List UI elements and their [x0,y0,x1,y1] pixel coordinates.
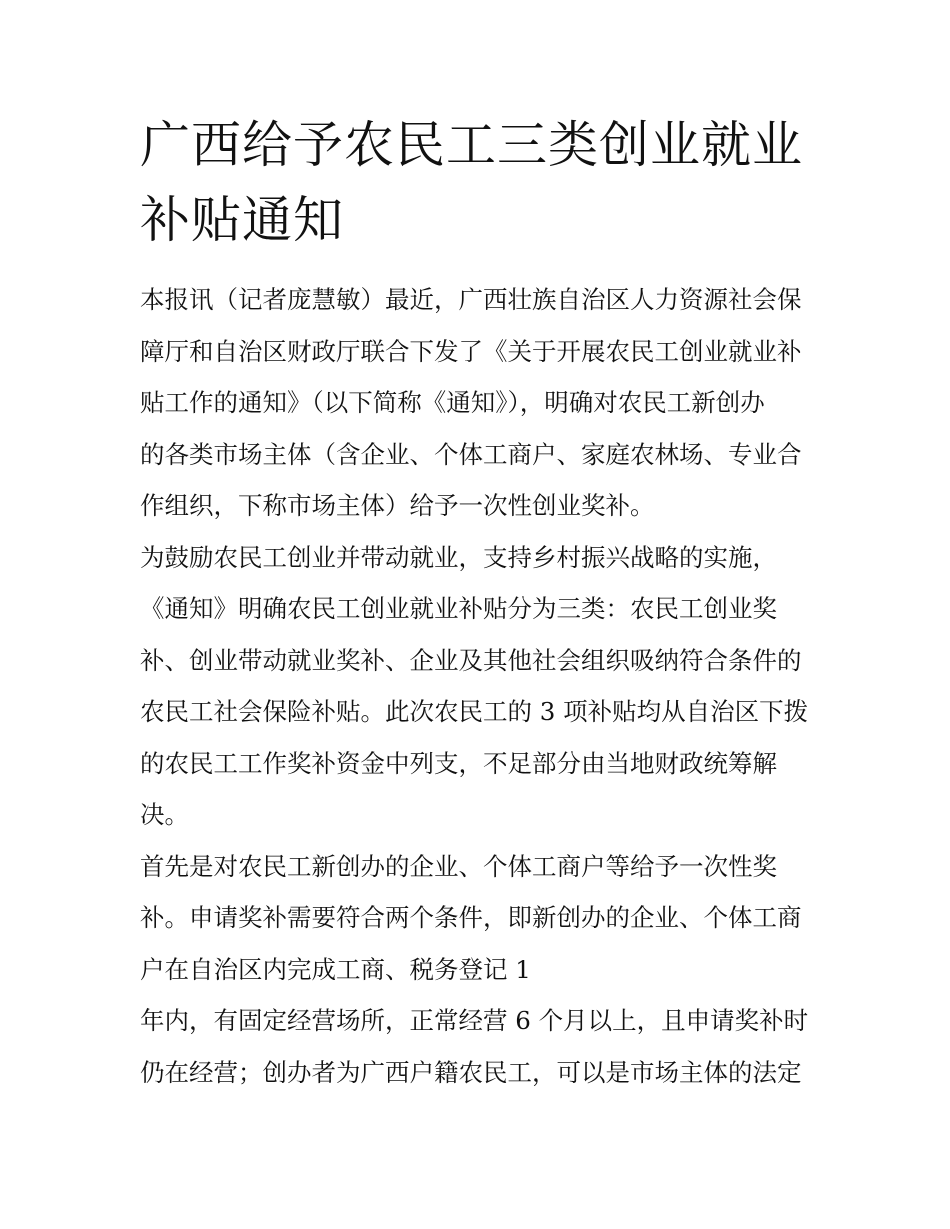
body-line: 农民工社会保险补贴。此次农民工的 3 项补贴均从自治区下拨 [140,697,809,726]
document-body [140,274,820,1098]
body-line: 障厅和自治区财政厅联合下发了《关于开展农民工创业就业补 [140,336,802,366]
document-page [140,108,820,1098]
body-line: 补、创业带动就业奖补、企业及其他社会组织吸纳符合条件的 [140,645,802,675]
body-line: 《通知》明确农民工创业就业补贴分为三类：农民工创业奖 [140,594,777,623]
body-line: 的农民工工作奖补资金中列支，不足部分由当地财政统筹解 [140,748,777,778]
body-line: 补。申请奖补需要符合两个条件，即新创办的企业、个体工商 [140,903,802,932]
body-line: 作组织，下称市场主体）给予一次性创业奖补。 [140,491,655,520]
body-line: 户在自治区内完成工商、税务登记 1 [140,954,531,984]
body-line: 首先是对农民工新创办的企业、个体工商户等给予一次性奖 [140,851,777,881]
body-line: 仍在经营；创办者为广西户籍农民工，可以是市场主体的法定 [140,1057,802,1087]
body-line: 贴工作的通知》（以下简称《通知》），明确对农民工新创办 [140,388,765,417]
body-line: 的各类市场主体（含企业、个体工商户、家庭农林场、专业合 [140,439,802,469]
body-line: 为鼓励农民工创业并带动就业，支持乡村振兴战略的实施， [140,542,777,572]
body-line: 决。 [140,800,189,829]
body-line: 本报讯（记者庞慧敏）最近，广西壮族自治区人力资源社会保 [140,285,802,314]
title-line: 广西给予农民工三类创业就业 [140,116,803,174]
title-line: 补贴通知 [140,191,344,249]
document-title [140,108,803,258]
body-line: 年内，有固定经营场所，正常经营 6 个月以上，且申请奖补时 [140,1006,809,1035]
